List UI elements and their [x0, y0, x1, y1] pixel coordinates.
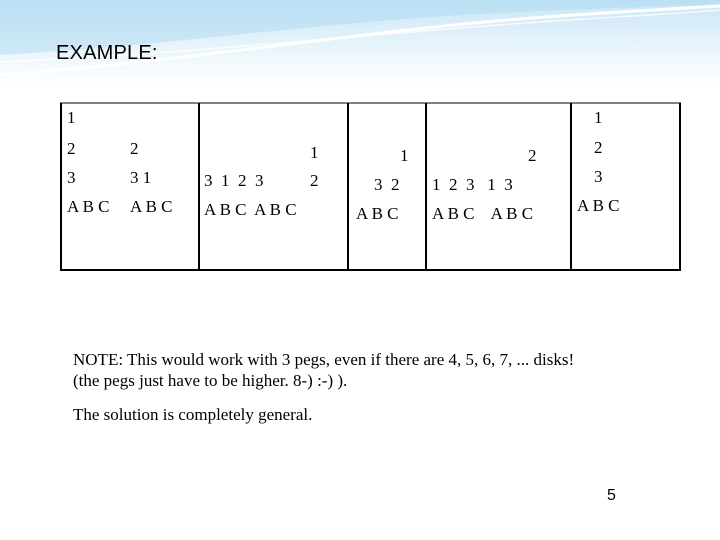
step1-line4: A B C [67, 197, 110, 216]
step5-line3: A B C [356, 204, 399, 223]
step7-line4: A B C [577, 196, 620, 215]
step3-line1: 3 1 2 3 [204, 171, 264, 190]
table-grid-lines [60, 102, 685, 274]
step1-line3: 3 [67, 168, 76, 187]
step7-line3: 3 [594, 167, 603, 186]
note-paragraph [73, 349, 693, 391]
step6-line2: 1 2 3 1 3 [432, 175, 513, 194]
note-line-2: (the pegs just have to be higher. 8-) :-) ). [73, 371, 348, 390]
step6-line1: 2 [528, 146, 537, 165]
step5-line1: 1 [400, 146, 409, 165]
step5-line2: 3 2 [374, 175, 400, 194]
step2-line3: A B C [130, 197, 173, 216]
step2-line1: 2 [130, 139, 139, 158]
step2-line2: 3 1 [130, 168, 152, 187]
step1-line1: 1 [67, 108, 76, 127]
general-solution-text: The solution is completely general. [73, 405, 313, 424]
step1-line2: 2 [67, 139, 76, 158]
note-line-1: NOTE: This would work with 3 pegs, even if there are 4, 5, 6, 7, ... disks! [73, 350, 575, 369]
step3-line2: A B C A B C [204, 200, 297, 219]
page-title: EXAMPLE: [56, 42, 158, 64]
step7-line1: 1 [594, 108, 603, 127]
step7-line2: 2 [594, 138, 603, 157]
step6-line3: A B C A B C [432, 204, 534, 223]
page-number: 5 [607, 487, 616, 504]
step4-line2: 2 [310, 171, 319, 190]
step4-line1: 1 [310, 143, 319, 162]
